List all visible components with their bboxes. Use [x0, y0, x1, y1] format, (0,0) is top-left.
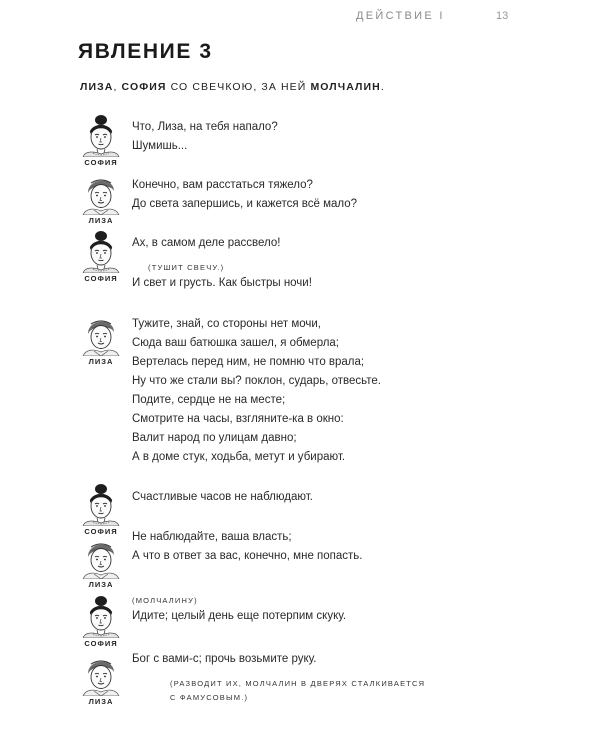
dialogue-line: Шумишь... — [132, 140, 188, 152]
dialogue-line: А что в ответ за вас, конечно, мне попасть. — [132, 550, 363, 562]
speaker-block — [77, 312, 125, 368]
speaker-name: ЛИЗА — [88, 580, 114, 589]
liza-portrait-icon — [77, 652, 125, 696]
dialogue-line: Не наблюдайте, ваша власть; — [132, 531, 292, 543]
dialogue-line: Смотрите на часы, взгляните-ка в окно: — [132, 413, 344, 425]
speaker-block — [77, 113, 125, 169]
cast-separator: , — [113, 81, 122, 93]
dialogue-line: Идите; целый день еще потерпим скуку. — [132, 610, 347, 622]
dialogue-line: И свет и грусть. Как быстры ночи! — [132, 277, 312, 289]
cast-name: ЛИЗА — [80, 81, 114, 93]
dialogue-line: Вертелась перед ним, не помню что врала; — [132, 356, 365, 368]
liza-portrait-icon — [77, 535, 125, 579]
dialogue-line: Бог с вами-с; прочь возьмите руку. — [132, 653, 317, 665]
sofia-portrait-icon — [77, 482, 125, 526]
stage-direction: (МОЛЧАЛИНУ) — [132, 596, 198, 605]
dialogue-line: Ах, в самом деле рассвело! — [132, 237, 281, 249]
sofia-portrait-icon — [77, 113, 125, 157]
dialogue-line: А в доме стук, ходьба, метут и убирают. — [132, 451, 346, 463]
cast-note: СО СВЕЧКОЮ, ЗА НЕЙ — [166, 81, 311, 93]
speaker-name: СОФИЯ — [84, 527, 118, 536]
cast-name: СОФИЯ — [121, 81, 167, 93]
speaker-block — [77, 482, 125, 538]
dialogue-line: Валит народ по улицам давно; — [132, 432, 297, 444]
dialogue-line: Тужите, знай, со стороны нет мочи, — [132, 318, 321, 330]
speaker-block — [77, 535, 125, 591]
stage-direction: (ТУШИТ СВЕЧУ.) — [148, 263, 225, 272]
speaker-block — [77, 171, 125, 227]
speaker-name: ЛИЗА — [88, 216, 114, 225]
stage-direction: (РАЗВОДИТ ИХ, МОЛЧАЛИН В ДВЕРЯХ СТАЛКИВАЕТСЯ — [170, 679, 426, 688]
stage-direction: С ФАМУСОВЫМ.) — [170, 693, 249, 702]
speaker-name: ЛИЗА — [88, 697, 114, 706]
sofia-portrait-icon — [77, 229, 125, 273]
speaker-name: СОФИЯ — [84, 274, 118, 283]
dialogue-line: Что, Лиза, на тебя напало? — [132, 121, 278, 133]
speaker-block — [77, 652, 125, 708]
cast-period: . — [380, 81, 385, 93]
liza-portrait-icon — [77, 312, 125, 356]
page-number: 13 — [496, 10, 509, 22]
speaker-block — [77, 229, 125, 285]
dialogue-line: Сюда ваш батюшка зашел, я обмерла; — [132, 337, 339, 349]
running-head: ДЕЙСТВИЕ I — [356, 10, 445, 22]
liza-portrait-icon — [77, 171, 125, 215]
speaker-name: СОФИЯ — [84, 639, 118, 648]
dialogue-line: До света запершись, и кажется всё мало? — [132, 198, 358, 210]
speaker-name: СОФИЯ — [84, 158, 118, 167]
speaker-block — [77, 594, 125, 650]
cast-name: МОЛЧАЛИН — [310, 81, 381, 93]
dialogue-line: Счастливые часов не наблюдают. — [132, 491, 313, 503]
cast-list — [80, 81, 385, 93]
dialogue-line: Ну что же стали вы? поклон, сударь, отвесьте. — [132, 375, 381, 387]
sofia-portrait-icon — [77, 594, 125, 638]
scene-title: ЯВЛЕНИЕ 3 — [78, 40, 213, 63]
speaker-name: ЛИЗА — [88, 357, 114, 366]
dialogue-line: Подите, сердце не на месте; — [132, 394, 286, 406]
dialogue-line: Конечно, вам расстаться тяжело? — [132, 179, 313, 191]
